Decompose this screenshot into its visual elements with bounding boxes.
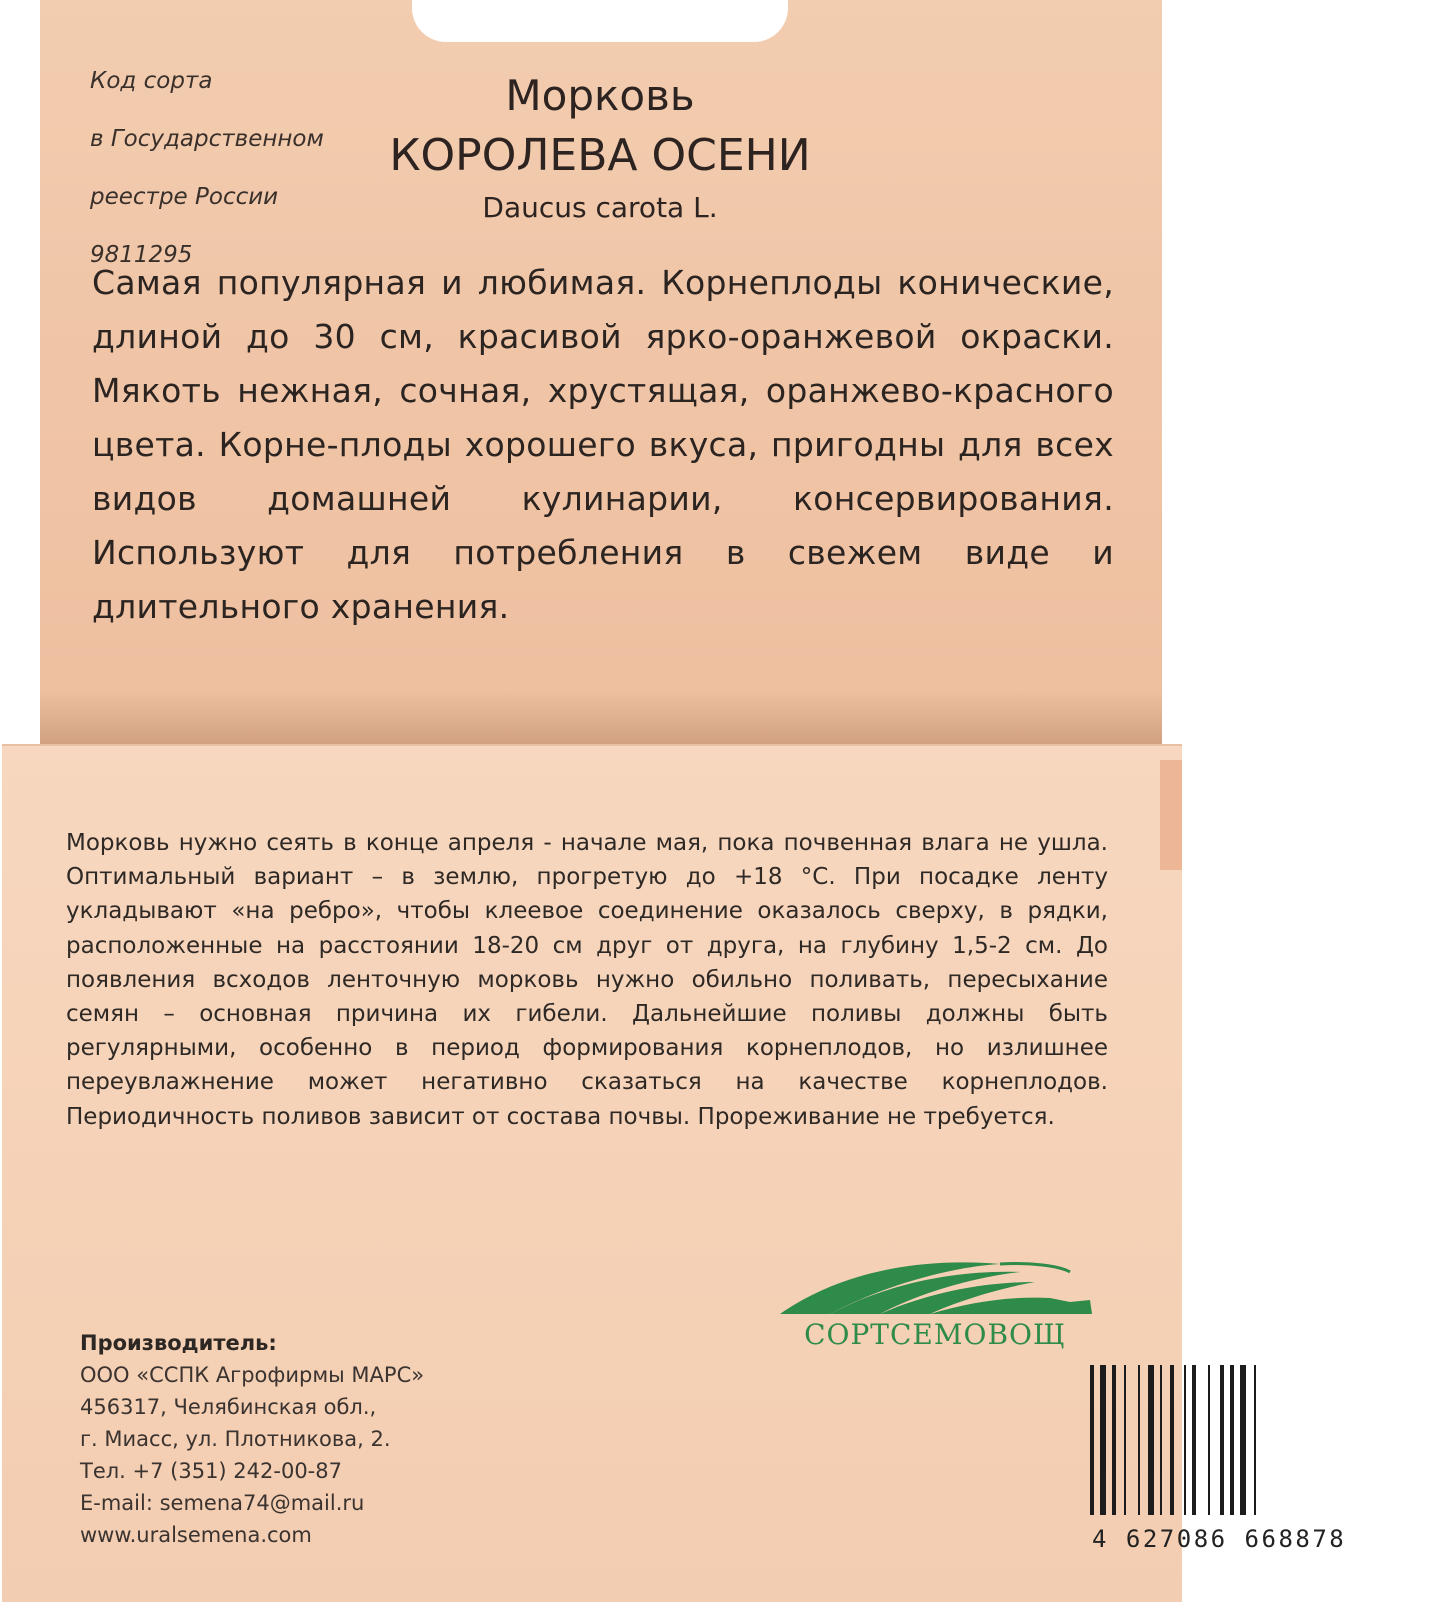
variety-code-line: реестре России xyxy=(90,184,279,210)
barcode-bar xyxy=(1254,1365,1256,1515)
hang-hole xyxy=(412,0,788,42)
barcode-bar xyxy=(1184,1365,1186,1515)
barcode-bar xyxy=(1170,1365,1174,1515)
barcode-bar xyxy=(1100,1365,1106,1515)
manufacturer-phone: Тел. +7 (351) 242-00-87 xyxy=(80,1459,342,1483)
variety-code-line: в Государственном xyxy=(90,126,324,152)
barcode-bar xyxy=(1090,1365,1094,1515)
variety-code-number: 9811295 xyxy=(90,242,193,268)
brand-name: СОРТСЕМОВОЩ xyxy=(804,1318,1066,1351)
variety-description: Самая популярная и любимая. Корнеплоды конические, длиной до 30 см, красивой ярко-оранжевой окраски. Мякоть нежная, сочная, хрустящая, оранжево-красного цвета. Корне-плоды хорошего вкуса, пригодны для всех видов домашней кулинарии, консервирования. Используют для потребления в свежем виде и длительного хранения. xyxy=(92,263,1114,626)
variety-name-title: КОРОЛЕВА ОСЕНИ xyxy=(389,130,811,181)
barcode-bar xyxy=(1124,1365,1126,1515)
manufacturer-city: г. Миасс, ул. Плотникова, 2. xyxy=(80,1427,391,1451)
barcode-bar xyxy=(1208,1365,1210,1515)
manufacturer-info xyxy=(80,1327,680,1551)
manufacturer-website: www.uralsemena.com xyxy=(80,1523,312,1547)
barcode-bar xyxy=(1148,1365,1154,1515)
manufacturer-heading: Производитель: xyxy=(80,1331,277,1355)
barcode-bar xyxy=(1230,1365,1234,1515)
manufacturer-email: E-mail: semena74@mail.ru xyxy=(80,1491,365,1515)
barcode-bar xyxy=(1138,1365,1140,1515)
box-flap xyxy=(1160,760,1182,870)
manufacturer-postal: 456317, Челябинская обл., xyxy=(80,1395,377,1419)
manufacturer-company: ООО «ССПК Агрофирмы МАРС» xyxy=(80,1363,425,1387)
variety-code-line: Код сорта xyxy=(90,68,213,94)
panel-shadow xyxy=(40,690,1162,745)
barcode-bar xyxy=(1240,1365,1246,1515)
latin-name: Daucus carota L. xyxy=(482,191,718,224)
barcode-bar xyxy=(1112,1365,1116,1515)
sowing-instructions: Морковь нужно сеять в конце апреля - начале мая, пока почвенная влага не ушла. Оптимальный вариант – в землю, прогретую до +18 °С. При посадке ленту укладывают «на ребро», чтобы клеевое соединение оказалось сверху, в рядки, расположенные на расстоянии 18-20 см друг от друга, на глубину 1,5-2 см. До появления всходов ленточную морковь нужно обильно поливать, пересыхание семян – основная причина их гибели. Дальнейшие поливы должны быть регулярными, особенно в период формирования корнеплодов, но излишнее переувлажнение может негативно сказаться на качестве корнеплодов. Периодичность поливов зависит от состава почвы. Прореживание не требуется. xyxy=(66,830,1108,1130)
barcode-number: 4 627086 668878 xyxy=(1092,1525,1347,1553)
barcode-bar xyxy=(1220,1365,1224,1515)
barcode-bar xyxy=(1192,1365,1196,1515)
barcode-bar xyxy=(1160,1365,1162,1515)
product-type-title: Морковь xyxy=(505,71,695,120)
